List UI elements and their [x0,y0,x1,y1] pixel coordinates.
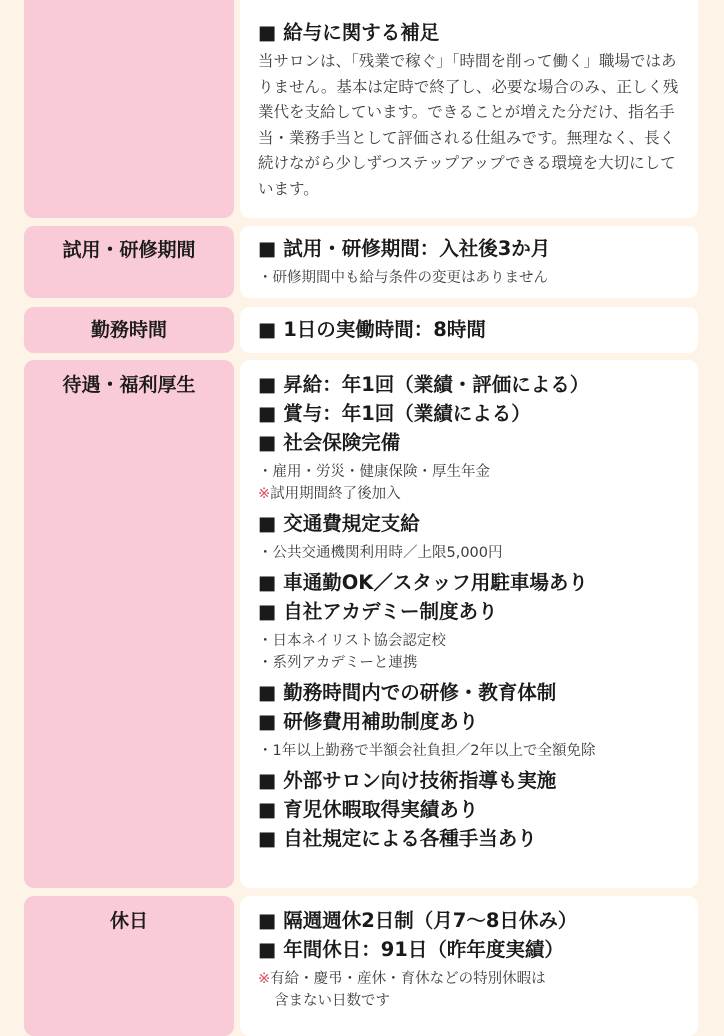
benefit-bonus: ■ 賞与：年1回（業績による） [258,402,531,425]
note-mark: ※ [258,486,271,502]
holidays-label: 休日 [109,910,148,932]
trial-period-sub: ・研修期間中も給与条件の変更はありません [258,270,548,286]
note-mark: ※ [258,971,271,987]
holidays-content [240,896,698,1036]
benefit-insurance-note-text: 試用期間終了後加入 [270,486,401,502]
benefit-external: ■ 外部サロン向け技術指導も実施 [258,769,557,792]
benefit-childcare: ■ 育児休暇取得実績あり [258,798,479,821]
holiday-weekly: ■ 隔週週休2日制（月7〜8日休み） [258,909,578,932]
trial-period-heading: ■ 試用・研修期間：入社後3か月 [258,237,551,260]
benefits-label-cell [24,360,234,888]
benefit-subsidy: ■ 研修費用補助制度あり [258,710,479,733]
benefit-raise: ■ 昇給：年1回（業績・評価による） [258,373,590,396]
benefit-academy-sub1: ・日本ネイリスト協会認定校 [258,633,446,649]
holidays-row [24,896,698,1036]
trial-period-label: 試用・研修期間 [62,239,196,261]
salary-note-body: 当サロンは、「残業で稼ぐ」「時間を削って働く」職場ではありません。基本は定時で終了し、必要な場合のみ、正しく残業代を支給しています。できることが増えた分だけ、指名手当・業務手当として評価される仕組みです。無理なく、長く続けながら少しずつステップアップできる環境を大切にしています。 [258,52,679,198]
holidays-label-cell [24,896,234,1036]
benefit-transport-sub: ・公共交通機関利用時／上限5,000円 [258,545,503,561]
salary-note-label-cell [24,0,234,218]
salary-note-row [24,0,698,218]
trial-period-row [24,226,698,298]
working-hours-row [24,307,698,353]
trial-period-label-cell [24,226,234,298]
benefit-allowance: ■ 自社規定による各種手当あり [258,827,537,850]
benefits-row [24,360,698,888]
benefit-insurance-sub: ・雇用・労災・健康保険・厚生年金 [258,464,490,480]
working-hours-heading: ■ 1日の実働時間：8時間 [258,318,486,341]
salary-note-heading: ■ 給与に関する補足 [258,21,440,44]
benefit-academy: ■ 自社アカデミー制度あり [258,600,498,623]
benefit-subsidy-sub: ・1年以上勤務で半額会社負担／2年以上で全額免除 [258,743,596,759]
trial-period-content [240,226,698,298]
benefits-label: 待遇・福利厚生 [62,374,196,396]
benefit-insurance-note [258,483,684,505]
holiday-annual: ■ 年間休日：91日（昨年度実績） [258,938,564,961]
benefit-insurance: ■ 社会保険完備 [258,431,401,454]
holiday-note-text1: 有給・慶弔・産休・育休などの特別休暇は [270,971,546,987]
benefits-content [240,360,698,888]
working-hours-label: 勤務時間 [90,319,167,341]
benefit-training: ■ 勤務時間内での研修・教育体制 [258,681,557,704]
holiday-note-line2: 含まない日数です [274,993,390,1009]
benefit-car: ■ 車通勤OK／スタッフ用駐車場あり [258,571,588,594]
working-hours-content [240,307,698,353]
salary-note-content [240,0,698,218]
working-hours-label-cell [24,307,234,353]
holiday-note-line1 [258,968,684,990]
benefit-transport: ■ 交通費規定支給 [258,512,420,535]
benefit-academy-sub2: ・系列アカデミーと連携 [258,655,418,671]
